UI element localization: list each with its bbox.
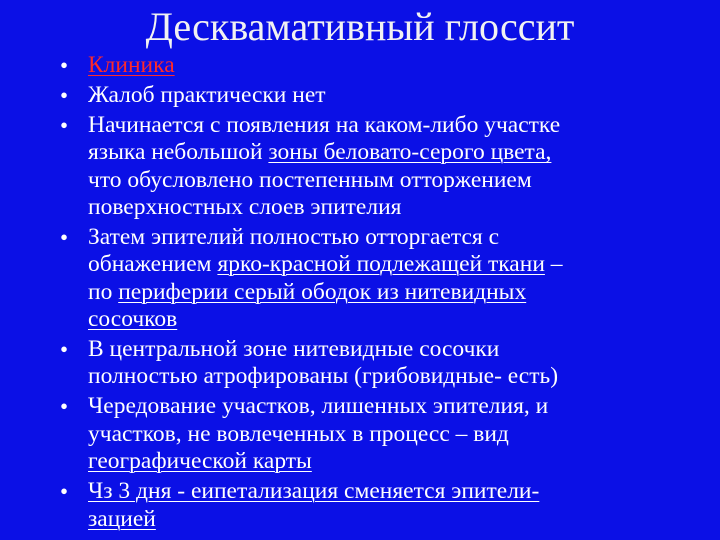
bullet-list [0,52,720,535]
bullet-line-part: – [544,251,563,278]
bullet-marker: • [60,394,69,420]
bullet-marker: • [60,224,69,250]
bullet-line [88,279,680,306]
bullet-marker: • [60,337,69,363]
bullet-line: Начинается с появления на каком-либо участке [88,111,561,138]
bullet-marker: • [60,479,69,505]
bullet-text-complaints: Жалоб практически нет [88,81,326,108]
slide-title: Десквамативный глоссит [145,4,575,49]
bullet-marker: • [60,112,69,138]
bullet-item-onset [0,112,720,222]
bullet-line [88,251,680,278]
bullet-line: полностью атрофированы (грибовидные- есть) [88,363,559,390]
bullet-marker: • [60,82,69,108]
bullet-line: что обусловлено постепенным отторжением [88,166,532,193]
bullet-item-three-days [0,478,720,533]
underlined-phrase: географической карты [88,448,312,475]
underlined-phrase: зацией [88,505,156,532]
bullet-item-clinic [0,52,720,79]
bullet-line: В центральной зоне нитевидные сосочки [88,336,500,363]
bullet-item-alternation [0,393,720,475]
underlined-phrase: Чз 3 дня - еипетализация сменяется эпители- [88,478,540,505]
bullet-item-complaints [0,82,720,109]
bullet-marker: • [60,53,69,78]
bullet-line: Чередование участков, лишенных эпителия, и [88,393,549,420]
bullet-text-clinic: Клиника [88,52,175,78]
bullet-item-central-zone [0,336,720,391]
bullet-line: участков, не вовлеченных в процесс – вид [88,420,509,447]
bullet-line: поверхностных слоев эпителия [88,194,402,221]
bullet-line-part: обнажением [88,251,218,278]
underlined-phrase: зоны беловато-серого цвета, [268,139,552,166]
bullet-item-rejection [0,224,720,334]
bullet-line: Затем эпителий полностью отторгается с [88,223,500,250]
bullet-line-part: языка небольшой [88,139,269,166]
underlined-phrase: сосочков [88,306,178,333]
bullet-line [88,139,680,166]
bullet-line-part: по [88,278,119,305]
underlined-phrase: ярко-красной подлежащей ткани [217,251,545,278]
underlined-phrase: периферии серый ободок из нитевидных [118,278,527,305]
